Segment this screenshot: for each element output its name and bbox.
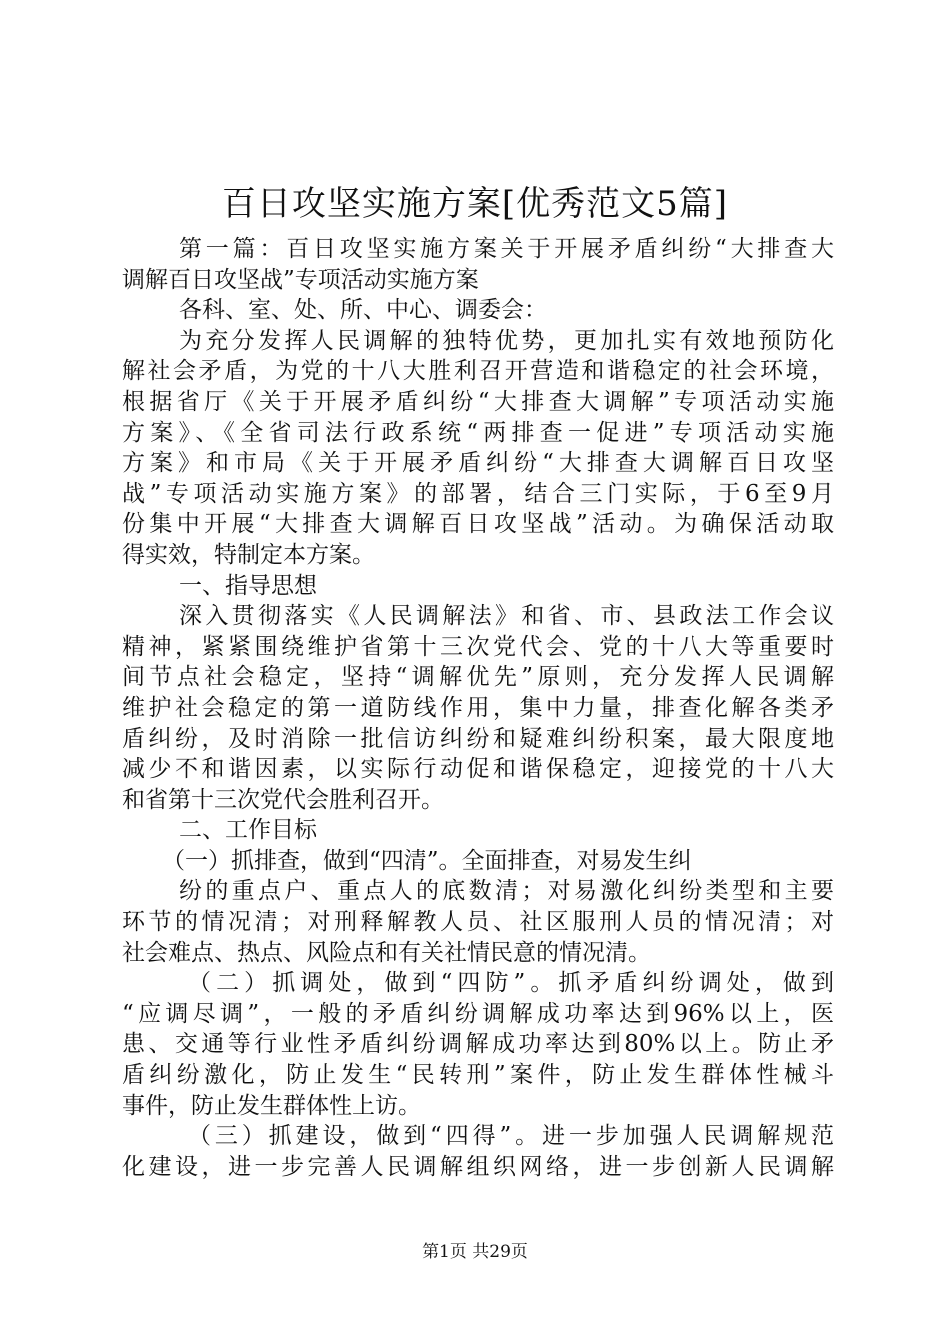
body-line: 解社会矛盾，为党的十八大胜利召开营造和谐稳定的社会环境， (122, 358, 834, 385)
body-line: 盾纠纷，及时消除一批信访纠纷和疑难纠纷积案，最大限度地 (122, 725, 834, 752)
body-line: 盾纠纷激化，防止发生“民转刑”案件，防止发生群体性械斗 (122, 1062, 834, 1089)
body-line: 调解百日攻坚战”专项活动实施方案 (122, 266, 479, 293)
body-line: 深入贯彻落实《人民调解法》和省、市、县政法工作会议 (179, 603, 834, 630)
body-line: 为充分发挥人民调解的独特优势，更加扎实有效地预防化 (179, 327, 834, 354)
body-line: 各科、室、处、所、中心、调委会： (179, 297, 547, 324)
body-line: 份集中开展“大排查大调解百日攻坚战”活动。为确保活动取 (122, 511, 834, 538)
body-line: “应调尽调”，一般的矛盾纠纷调解成功率达到96%以上，医 (122, 1000, 834, 1027)
page-number-footer: 第1页 共29页 (422, 1242, 528, 1262)
body-line: 环节的情况清；对刑释解教人员、社区服刑人员的情况清；对 (122, 909, 834, 936)
body-line: 根据省厅《关于开展矛盾纠纷“大排查大调解”专项活动实施 (122, 388, 834, 415)
body-line: （二）抓调处，做到“四防”。抓矛盾纠纷调处，做到 (188, 970, 834, 997)
section-heading: 二、工作目标 (179, 817, 317, 844)
document-body (122, 234, 834, 1182)
body-line: （三）抓建设，做到“四得”。进一步加强人民调解规范 (188, 1123, 834, 1150)
body-line: 方案》和市局《关于开展矛盾纠纷“大排查大调解百日攻坚 (122, 450, 834, 477)
body-line: 和省第十三次党代会胜利召开。 (122, 786, 444, 813)
body-line: 化建设，进一步完善人民调解组织网络，进一步创新人民调解 (122, 1153, 834, 1180)
body-line: （一）抓排查，做到“四清”。全面排查，对易发生纠 (162, 847, 692, 874)
body-line: 精神，紧紧围绕维护省第十三次党代会、党的十八大等重要时 (122, 633, 834, 660)
body-line: 第一篇：百日攻坚实施方案关于开展矛盾纠纷“大排查大 (179, 236, 834, 262)
document-title: 百日攻坚实施方案[优秀范文5篇] (221, 184, 729, 224)
body-line: 事件，防止发生群体性上访。 (122, 1092, 421, 1119)
body-line: 间节点社会稳定，坚持“调解优先”原则，充分发挥人民调解 (122, 664, 834, 691)
body-line: 维护社会稳定的第一道防线作用，集中力量，排查化解各类矛 (122, 694, 834, 721)
section-heading: 一、指导思想 (179, 572, 317, 599)
body-line: 社会难点、热点、风险点和有关社情民意的情况清。 (122, 939, 651, 966)
body-line: 方案》、《全省司法行政系统“两排查一促进”专项活动实施 (122, 419, 834, 446)
body-line: 得实效，特制定本方案。 (122, 541, 375, 568)
body-line: 患、交通等行业性矛盾纠纷调解成功率达到80%以上。防止矛 (122, 1031, 834, 1058)
body-line: 纷的重点户、重点人的底数清；对易激化纠纷类型和主要 (179, 878, 834, 905)
body-line: 减少不和谐因素，以实际行动促和谐保稳定，迎接党的十八大 (122, 756, 834, 783)
body-line: 战”专项活动实施方案》的部署，结合三门实际，于6至9月 (122, 480, 834, 507)
